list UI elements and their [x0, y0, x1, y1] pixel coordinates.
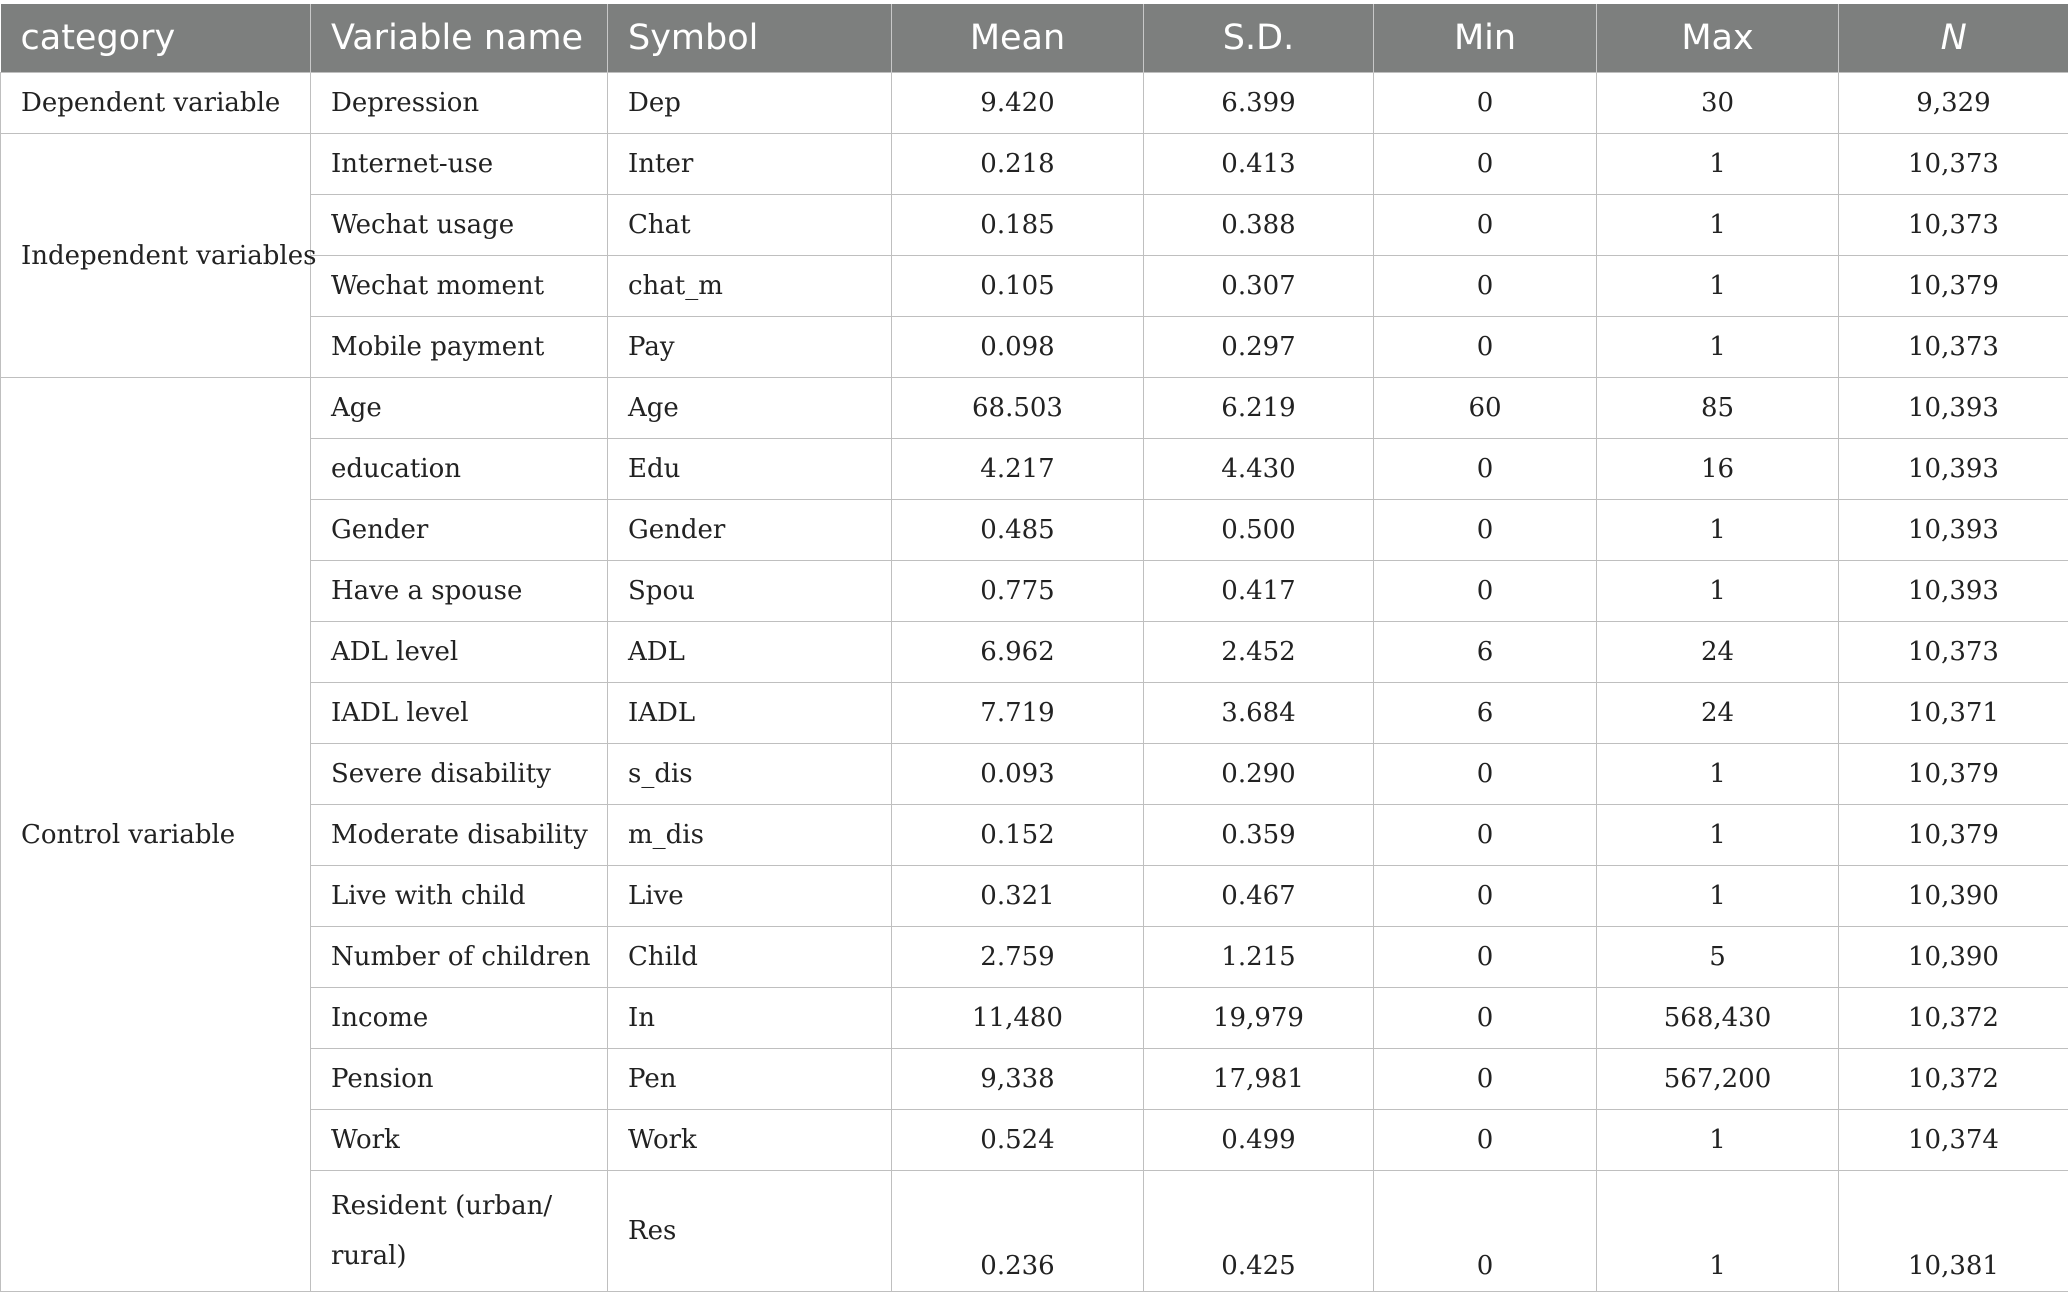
n-cell: 10,381 [1839, 1171, 2068, 1292]
mean-cell: 9,338 [892, 1049, 1144, 1110]
mean-cell: 0.236 [892, 1171, 1144, 1292]
symbol-cell: Child [608, 927, 892, 988]
n-cell: 10,379 [1839, 744, 2068, 805]
variable-name-cell: Internet-use [311, 134, 608, 195]
min-cell: 0 [1374, 73, 1597, 134]
symbol-cell: s_dis [608, 744, 892, 805]
min-cell: 0 [1374, 256, 1597, 317]
min-cell: 6 [1374, 683, 1597, 744]
n-cell: 10,393 [1839, 439, 2068, 500]
descriptive-statistics-table [0, 4, 2068, 1292]
n-cell: 10,393 [1839, 378, 2068, 439]
sd-cell: 0.307 [1144, 256, 1374, 317]
table-row [1, 317, 2068, 378]
variable-name-cell: Resident (urban/ rural) [311, 1171, 608, 1292]
mean-cell: 0.093 [892, 744, 1144, 805]
n-cell: 10,373 [1839, 622, 2068, 683]
mean-cell: 0.185 [892, 195, 1144, 256]
variable-name-cell: Live with child [311, 866, 608, 927]
max-cell: 1 [1597, 561, 1839, 622]
variable-name-cell: Have a spouse [311, 561, 608, 622]
symbol-cell: Age [608, 378, 892, 439]
header-variable-name: Variable name [311, 4, 608, 73]
symbol-cell: Inter [608, 134, 892, 195]
sd-cell: 2.452 [1144, 622, 1374, 683]
variable-name-cell: Mobile payment [311, 317, 608, 378]
header-symbol: Symbol [608, 4, 892, 73]
variable-name-cell: Gender [311, 500, 608, 561]
table-row [1, 927, 2068, 988]
mean-cell: 0.098 [892, 317, 1144, 378]
mean-cell: 0.152 [892, 805, 1144, 866]
min-cell: 0 [1374, 1049, 1597, 1110]
symbol-cell: Pay [608, 317, 892, 378]
mean-cell: 0.485 [892, 500, 1144, 561]
mean-cell: 2.759 [892, 927, 1144, 988]
n-cell: 10,373 [1839, 195, 2068, 256]
variable-name-cell: Moderate disability [311, 805, 608, 866]
sd-cell: 0.417 [1144, 561, 1374, 622]
variable-name-cell: IADL level [311, 683, 608, 744]
n-cell: 10,393 [1839, 561, 2068, 622]
variable-name-cell: education [311, 439, 608, 500]
table-row [1, 744, 2068, 805]
mean-cell: 11,480 [892, 988, 1144, 1049]
table-row [1, 500, 2068, 561]
header-row [1, 4, 2068, 73]
sd-cell: 19,979 [1144, 988, 1374, 1049]
header-sd: S.D. [1144, 4, 1374, 73]
min-cell: 0 [1374, 195, 1597, 256]
symbol-cell: chat_m [608, 256, 892, 317]
sd-cell: 6.219 [1144, 378, 1374, 439]
mean-cell: 9.420 [892, 73, 1144, 134]
min-cell: 0 [1374, 134, 1597, 195]
max-cell: 567,200 [1597, 1049, 1839, 1110]
variable-name-cell: Age [311, 378, 608, 439]
mean-cell: 4.217 [892, 439, 1144, 500]
n-cell: 9,329 [1839, 73, 2068, 134]
category-cell: Control variable [1, 378, 311, 1292]
variable-name-cell: Wechat moment [311, 256, 608, 317]
max-cell: 85 [1597, 378, 1839, 439]
symbol-cell: Edu [608, 439, 892, 500]
mean-cell: 0.524 [892, 1110, 1144, 1171]
sd-cell: 0.290 [1144, 744, 1374, 805]
n-cell: 10,379 [1839, 805, 2068, 866]
max-cell: 24 [1597, 683, 1839, 744]
sd-cell: 0.500 [1144, 500, 1374, 561]
n-cell: 10,372 [1839, 1049, 2068, 1110]
n-cell: 10,373 [1839, 134, 2068, 195]
sd-cell: 0.425 [1144, 1171, 1374, 1292]
max-cell: 5 [1597, 927, 1839, 988]
header-min: Min [1374, 4, 1597, 73]
n-cell: 10,373 [1839, 317, 2068, 378]
sd-cell: 1.215 [1144, 927, 1374, 988]
category-cell: Independent variables [1, 134, 311, 378]
min-cell: 0 [1374, 561, 1597, 622]
variable-name-cell: Work [311, 1110, 608, 1171]
max-cell: 568,430 [1597, 988, 1839, 1049]
max-cell: 1 [1597, 256, 1839, 317]
sd-cell: 0.388 [1144, 195, 1374, 256]
variable-name-cell: Pension [311, 1049, 608, 1110]
min-cell: 0 [1374, 805, 1597, 866]
n-cell: 10,374 [1839, 1110, 2068, 1171]
table-row [1, 1171, 2068, 1292]
category-cell: Dependent variable [1, 73, 311, 134]
header-category: category [1, 4, 311, 73]
variable-name-cell: Severe disability [311, 744, 608, 805]
header-mean: Mean [892, 4, 1144, 73]
mean-cell: 0.218 [892, 134, 1144, 195]
max-cell: 1 [1597, 744, 1839, 805]
n-cell: 10,390 [1839, 866, 2068, 927]
n-cell: 10,379 [1839, 256, 2068, 317]
table-row [1, 805, 2068, 866]
min-cell: 0 [1374, 500, 1597, 561]
header-max: Max [1597, 4, 1839, 73]
variable-name-cell: Income [311, 988, 608, 1049]
table-row [1, 1049, 2068, 1110]
sd-cell: 0.413 [1144, 134, 1374, 195]
variable-name-cell: Number of children [311, 927, 608, 988]
max-cell: 30 [1597, 73, 1839, 134]
mean-cell: 0.321 [892, 866, 1144, 927]
min-cell: 0 [1374, 927, 1597, 988]
sd-cell: 0.499 [1144, 1110, 1374, 1171]
max-cell: 16 [1597, 439, 1839, 500]
n-cell: 10,393 [1839, 500, 2068, 561]
min-cell: 0 [1374, 439, 1597, 500]
table-row [1, 866, 2068, 927]
max-cell: 1 [1597, 195, 1839, 256]
sd-cell: 0.359 [1144, 805, 1374, 866]
variable-name-cell: Wechat usage [311, 195, 608, 256]
table-body [1, 73, 2068, 1292]
n-cell: 10,390 [1839, 927, 2068, 988]
min-cell: 0 [1374, 744, 1597, 805]
table-row [1, 73, 2068, 134]
mean-cell: 7.719 [892, 683, 1144, 744]
sd-cell: 4.430 [1144, 439, 1374, 500]
mean-cell: 0.105 [892, 256, 1144, 317]
symbol-cell: Spou [608, 561, 892, 622]
n-cell: 10,371 [1839, 683, 2068, 744]
sd-cell: 3.684 [1144, 683, 1374, 744]
min-cell: 0 [1374, 317, 1597, 378]
symbol-cell: Res [608, 1171, 892, 1292]
variable-name-cell: Depression [311, 73, 608, 134]
table-row [1, 439, 2068, 500]
min-cell: 6 [1374, 622, 1597, 683]
max-cell: 1 [1597, 500, 1839, 561]
table-row [1, 988, 2068, 1049]
max-cell: 1 [1597, 1171, 1839, 1292]
max-cell: 1 [1597, 805, 1839, 866]
header-n: N [1839, 4, 2068, 73]
table-row [1, 683, 2068, 744]
symbol-cell: Live [608, 866, 892, 927]
max-cell: 1 [1597, 134, 1839, 195]
variable-name-cell: ADL level [311, 622, 608, 683]
max-cell: 24 [1597, 622, 1839, 683]
symbol-cell: IADL [608, 683, 892, 744]
min-cell: 0 [1374, 1171, 1597, 1292]
sd-cell: 17,981 [1144, 1049, 1374, 1110]
table-row [1, 1110, 2068, 1171]
sd-cell: 0.297 [1144, 317, 1374, 378]
sd-cell: 6.399 [1144, 73, 1374, 134]
mean-cell: 68.503 [892, 378, 1144, 439]
max-cell: 1 [1597, 1110, 1839, 1171]
symbol-cell: In [608, 988, 892, 1049]
symbol-cell: m_dis [608, 805, 892, 866]
mean-cell: 0.775 [892, 561, 1144, 622]
n-cell: 10,372 [1839, 988, 2068, 1049]
table-row [1, 378, 2068, 439]
min-cell: 0 [1374, 988, 1597, 1049]
max-cell: 1 [1597, 866, 1839, 927]
symbol-cell: Dep [608, 73, 892, 134]
mean-cell: 6.962 [892, 622, 1144, 683]
symbol-cell: Pen [608, 1049, 892, 1110]
min-cell: 0 [1374, 866, 1597, 927]
symbol-cell: Work [608, 1110, 892, 1171]
sd-cell: 0.467 [1144, 866, 1374, 927]
table-row [1, 622, 2068, 683]
min-cell: 60 [1374, 378, 1597, 439]
symbol-cell: ADL [608, 622, 892, 683]
table-row [1, 134, 2068, 195]
max-cell: 1 [1597, 317, 1839, 378]
min-cell: 0 [1374, 1110, 1597, 1171]
table-row [1, 561, 2068, 622]
symbol-cell: Chat [608, 195, 892, 256]
symbol-cell: Gender [608, 500, 892, 561]
